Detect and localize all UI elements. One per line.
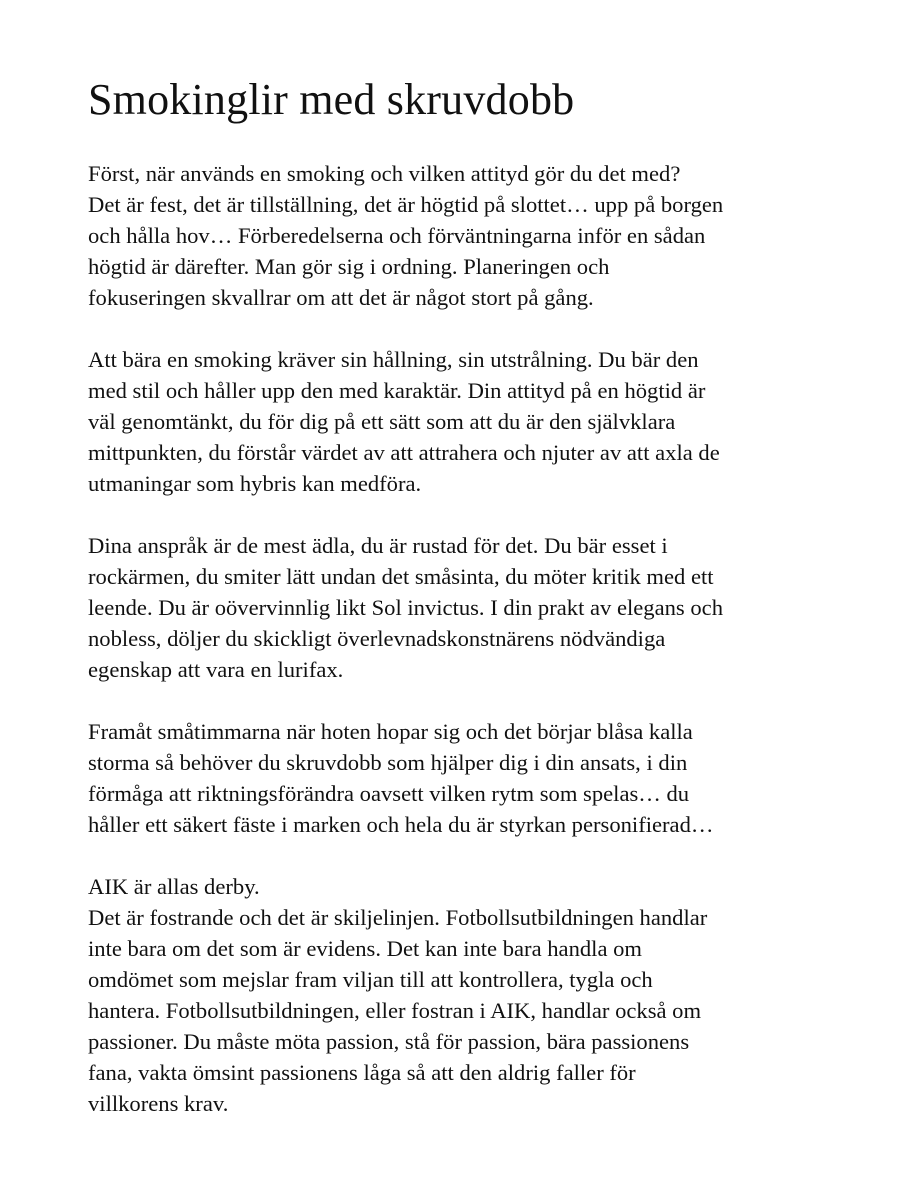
text-line: håller ett säkert fäste i marken och hela du är styrkan personifierad… [88, 812, 714, 837]
text-line: nobless, döljer du skickligt överlevnadskonstnärens nödvändiga [88, 626, 666, 651]
text-line: Framåt småtimmarna när hoten hopar sig och det börjar blåsa kalla [88, 719, 693, 744]
text-line: Att bära en smoking kräver sin hållning, sin utstrålning. Du bär den [88, 347, 699, 372]
text-line: högtid är därefter. Man gör sig i ordning. Planeringen och [88, 254, 610, 279]
text-line: fokuseringen skvallrar om att det är något stort på gång. [88, 285, 594, 310]
text-line: Först, när används en smoking och vilken attityd gör du det med? [88, 161, 681, 186]
paragraph-3 [88, 530, 878, 685]
text-line: omdömet som mejslar fram viljan till att kontrollera, tygla och [88, 967, 653, 992]
text-line: villkorens krav. [88, 1091, 229, 1116]
text-line: med stil och håller upp den med karaktär. Din attityd på en högtid är [88, 378, 706, 403]
text-line: och hålla hov… Förberedelserna och förväntningarna inför en sådan [88, 223, 706, 248]
text-line: passioner. Du måste möta passion, stå för passion, bära passionens [88, 1029, 690, 1054]
text-line: storma så behöver du skruvdobb som hjälper dig i din ansats, i din [88, 750, 688, 775]
text-line: leende. Du är oövervinnlig likt Sol invictus. I din prakt av elegans och [88, 595, 723, 620]
text-line: hantera. Fotbollsutbildningen, eller fostran i AIK, handlar också om [88, 998, 702, 1023]
text-line: fana, vakta ömsint passionens låga så att den aldrig faller för [88, 1060, 636, 1085]
text-line: utmaningar som hybris kan medföra. [88, 471, 422, 496]
text-line: Dina anspråk är de mest ädla, du är rustad för det. Du bär esset i [88, 533, 668, 558]
document-body [88, 158, 878, 1150]
text-line: förmåga att riktningsförändra oavsett vilken rytm som spelas… du [88, 781, 690, 806]
text-line: egenskap att vara en lurifax. [88, 657, 344, 682]
text-line: mittpunkten, du förstår värdet av att attrahera och njuter av att axla de [88, 440, 720, 465]
text-line: rockärmen, du smiter lätt undan det småsinta, du möter kritik med ett [88, 564, 714, 589]
text-line: inte bara om det som är evidens. Det kan inte bara handla om [88, 936, 642, 961]
paragraph-1 [88, 158, 878, 313]
text-line: Det är fostrande och det är skiljelinjen. Fotbollsutbildningen handlar [88, 905, 708, 930]
text-line: Det är fest, det är tillställning, det är högtid på slottet… upp på borgen [88, 192, 724, 217]
page-title: Smokinglir med skruvdobb [88, 75, 575, 124]
paragraph-2 [88, 344, 878, 499]
text-line: väl genomtänkt, du för dig på ett sätt som att du är den självklara [88, 409, 676, 434]
text-line: AIK är allas derby. [88, 874, 260, 899]
paragraph-5 [88, 871, 878, 1119]
document-page [88, 72, 878, 1116]
paragraph-4 [88, 716, 878, 840]
